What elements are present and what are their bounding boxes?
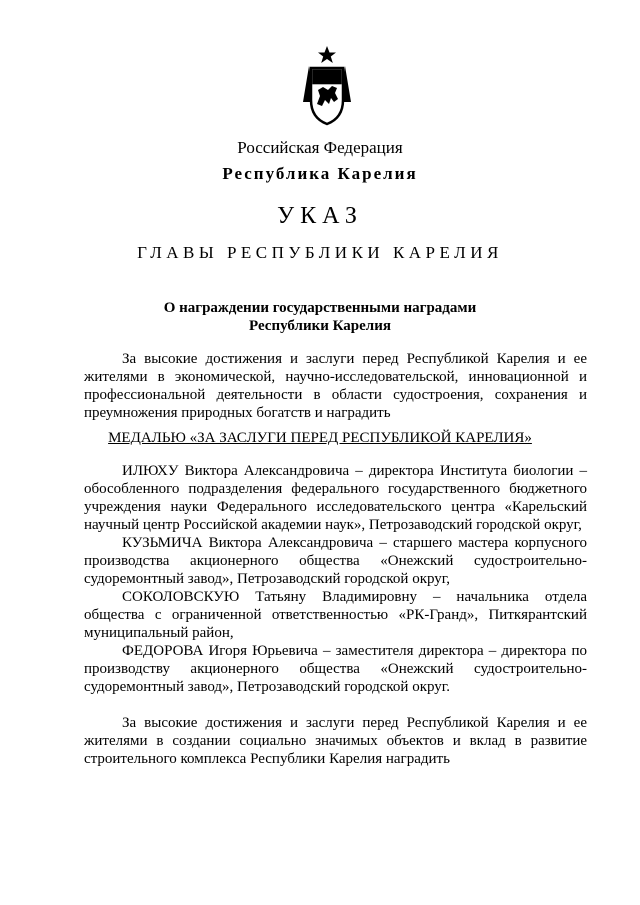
karelia-coat-of-arms-icon (298, 44, 356, 126)
awardee-paragraph: ИЛЮХУ Виктора Александровича – директора Института биологии – обособленного подразделения федерального государственного бюджетного учреждения науки Федерального исследовательского центра «Карельский научный центр Российской академии наук», Петрозаводский городской округ, (84, 463, 587, 533)
medal-title: МЕДАЛЬЮ «ЗА ЗАСЛУГИ ПЕРЕД РЕСПУБЛИКОЙ КАРЕЛИЯ» (108, 430, 532, 446)
subject-line-2: Республики Карелия (249, 318, 391, 334)
country-name: Российская Федерация (237, 138, 403, 157)
decree-subject (0, 299, 640, 335)
awardee-paragraph: СОКОЛОВСКУЮ Татьяну Владимировну – начальника отдела общества с ограниченной ответственностью «РК-Гранд», Питкярантский муниципальный район, (84, 589, 587, 641)
awardee-paragraph: ФЕДОРОВА Игоря Юрьевича – заместителя директора – директора по производству акционерного общества «Онежский судостроительно-судоремонтный завод», Петрозаводский городской округ. (84, 643, 587, 695)
subject-line-1: О награждении государственными наградами (163, 300, 477, 316)
issuer-title: ГЛАВЫ РЕСПУБЛИКИ КАРЕЛИЯ (137, 243, 503, 262)
document-type: УКАЗ (277, 203, 363, 229)
intro-paragraph: За высокие достижения и заслуги перед Республикой Карелия и ее жителями в экономической, научно-исследовательской, инновационной и профессиональной деятельности в области судостроения, сохранения и преумножения природных богатств и наградить (84, 351, 587, 421)
awardee-paragraph: КУЗЬМИЧА Виктора Александровича – старшего мастера корпусного производства акционерного общества «Онежский судостроительно-судоремонтный завод», Петрозаводский городской округ, (84, 535, 587, 587)
second-intro-paragraph: За высокие достижения и заслуги перед Республикой Карелия и ее жителями в создании социально значимых объектов и вклад в развитие строительного комплекса Республики Карелия наградить (84, 715, 587, 767)
republic-name: Республика Карелия (222, 164, 418, 183)
